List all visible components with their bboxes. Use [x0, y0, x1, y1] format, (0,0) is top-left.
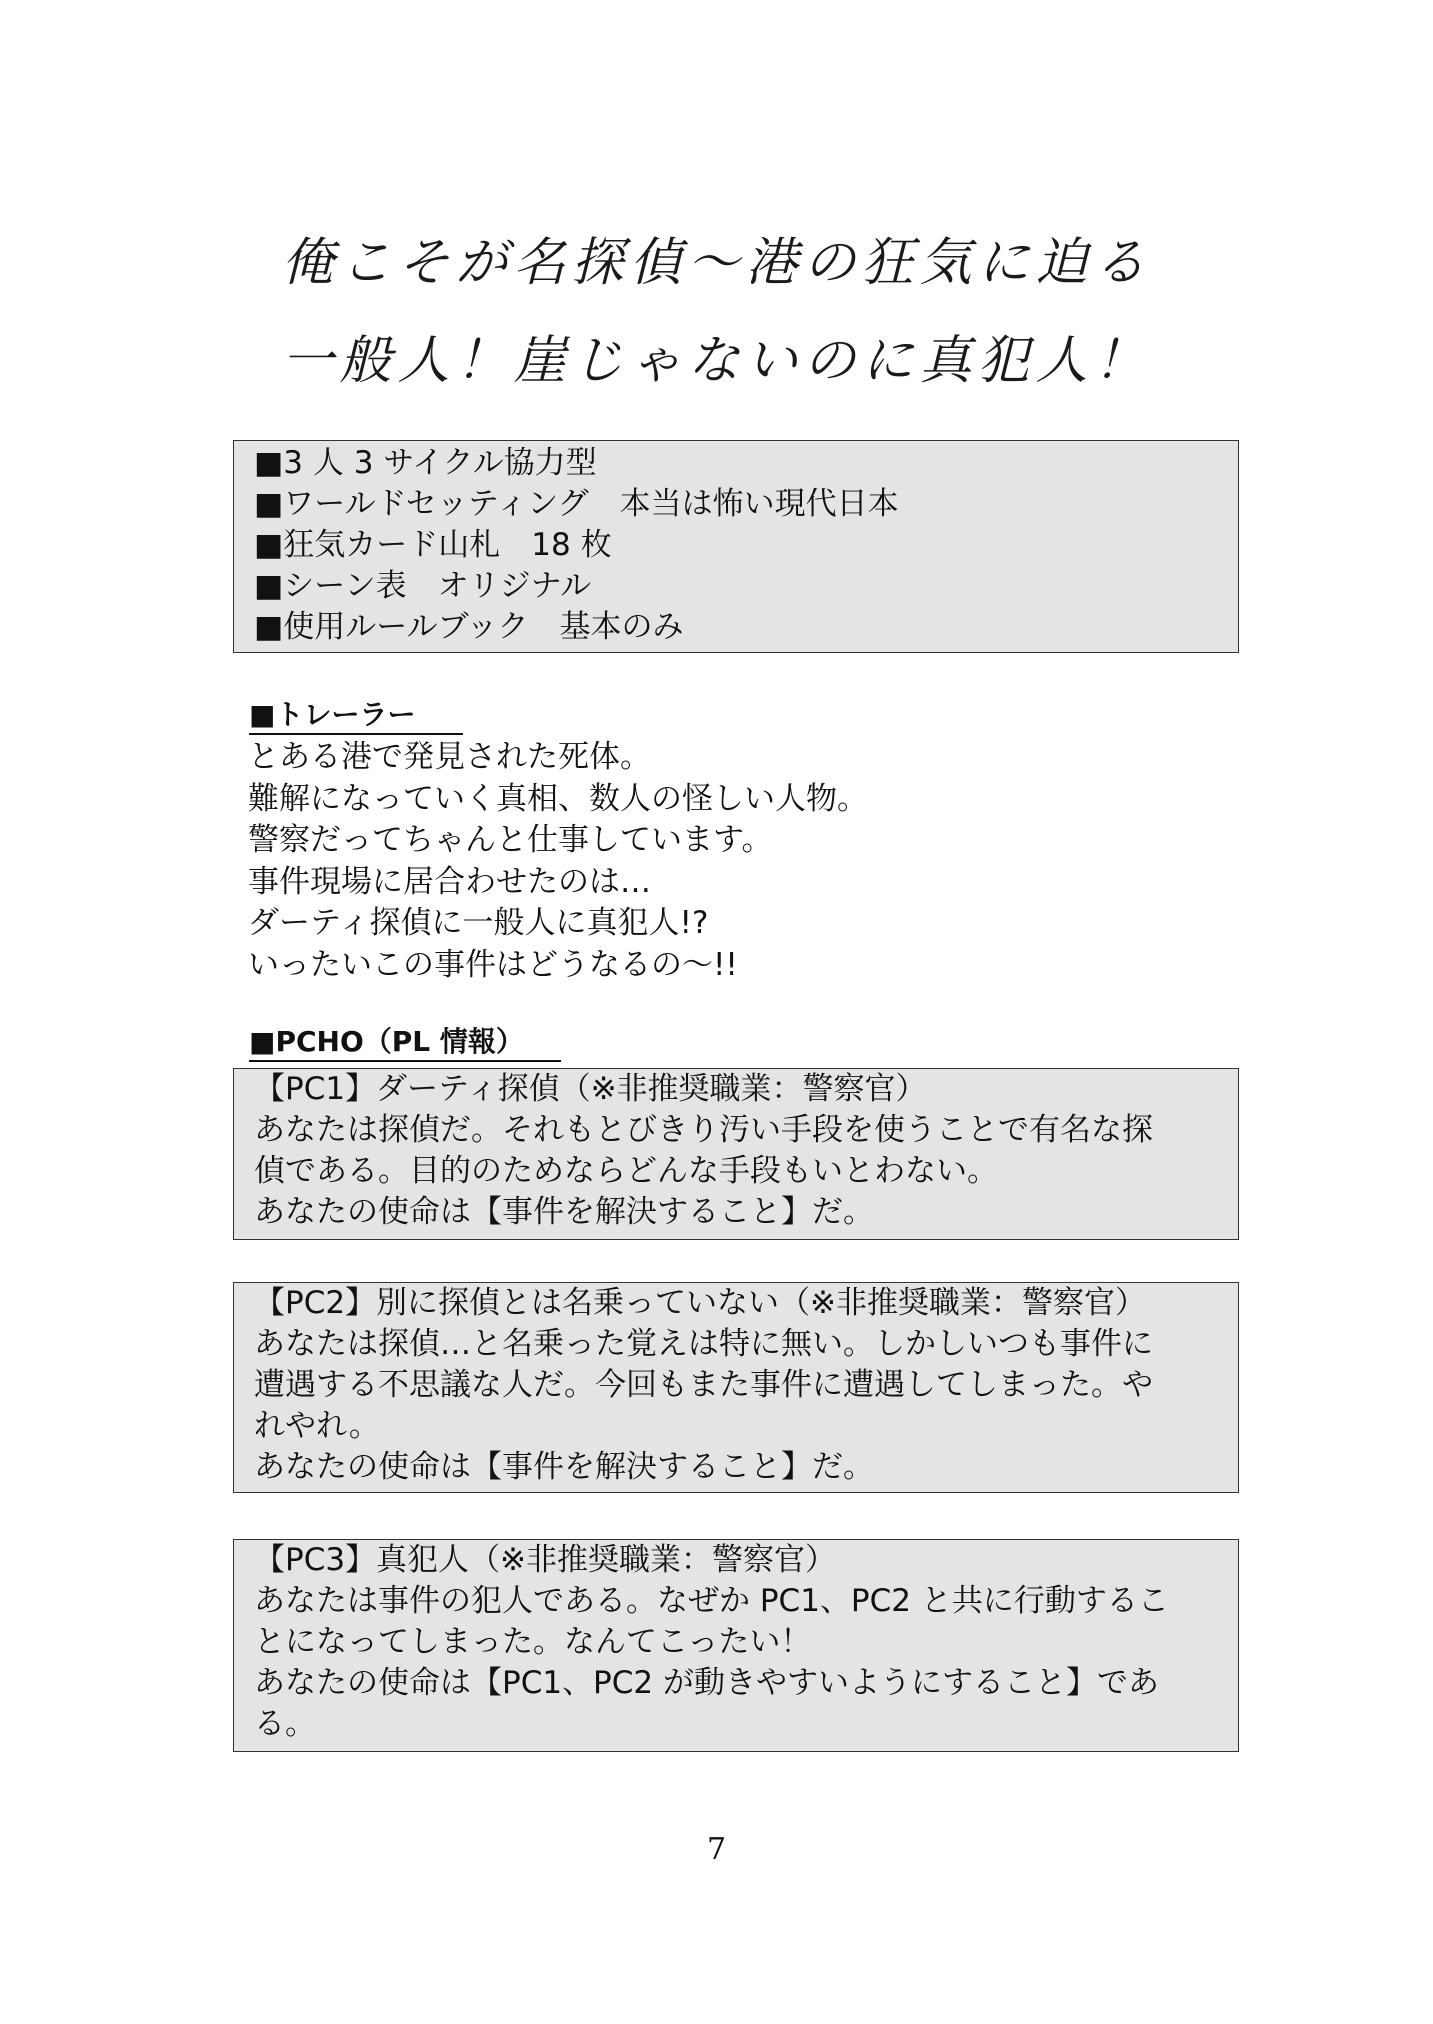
- pc3-handout-line: あなたは事件の犯人である。なぜか PC1、PC2 と共に行動するこ: [254, 1583, 1169, 1619]
- pcho-heading: ■PCHO（PL 情報）: [249, 1024, 561, 1062]
- trailer-line: 警察だってちゃんと仕事しています。: [248, 822, 773, 858]
- trailer-line: とある港で発見された死体。: [248, 739, 651, 775]
- pc3-handout-line: る。: [254, 1706, 316, 1742]
- pc3-handout-line: とになってしまった。なんてこったい！: [254, 1624, 812, 1660]
- pc3-handout-line: あなたの使命は【PC1、PC2 が動きやすいようにすること】であ: [254, 1665, 1159, 1701]
- info-item: ■使用ルールブック 基本のみ: [254, 609, 684, 645]
- pc2-handout-line: れやれ。: [254, 1408, 380, 1444]
- pc2-handout-line: あなたの使命は【事件を解決すること】だ。: [254, 1449, 874, 1485]
- pc1-handout-box: [233, 1068, 1239, 1240]
- scenario-info-box: [233, 440, 1239, 653]
- trailer-text: [248, 737, 868, 986]
- pc2-handout-line: 遭遇する不思議な人だ。今回もまた事件に遭遇してしまった。や: [254, 1367, 1153, 1403]
- pc1-handout-line: あなたは探偵だ。それもとびきり汚い手段を使うことで有名な探: [254, 1112, 1153, 1148]
- pc2-handout-box: [233, 1282, 1239, 1493]
- info-item: ■狂気カード山札 18 枚: [254, 527, 612, 563]
- page-number: 7: [706, 1832, 727, 1867]
- info-item: ■3 人 3 サイクル協力型: [254, 445, 597, 481]
- pc2-handout-line: 【PC2】別に探偵とは名乗っていない（※非推奨職業：警察官）: [254, 1285, 1147, 1321]
- info-item: ■ワールドセッティング 本当は怖い現代日本: [254, 486, 899, 522]
- trailer-line: 難解になっていく真相、数人の怪しい人物。: [248, 780, 868, 817]
- trailer-line: いったいこの事件はどうなるの〜!!: [248, 946, 738, 983]
- pc1-handout-line: 偵である。目的のためならどんな手段もいとわない。: [254, 1153, 998, 1189]
- trailer-line: 事件現場に居合わせたのは…: [248, 863, 651, 900]
- scenario-title-line-1: 俺こそが名探偵〜港の狂気に迫る: [281, 233, 1152, 293]
- pc3-handout-line: 【PC3】真犯人（※非推奨職業：警察官）: [254, 1542, 837, 1578]
- trailer-line: ダーティ探偵に一般人に真犯人!?: [248, 905, 709, 941]
- scenario-title-line-2: 一般人！崖じゃないのに真犯人！: [281, 331, 1152, 391]
- pc1-handout-line: 【PC1】ダーティ探偵（※非推奨職業：警察官）: [254, 1071, 927, 1107]
- pc3-handout-box: [233, 1539, 1239, 1752]
- info-item: ■シーン表 オリジナル: [254, 568, 592, 604]
- pc1-handout-line: あなたの使命は【事件を解決すること】だ。: [254, 1194, 874, 1230]
- pc2-handout-line: あなたは探偵…と名乗った覚えは特に無い。しかしいつも事件に: [254, 1326, 1153, 1362]
- trailer-heading: ■トレーラー: [249, 697, 463, 735]
